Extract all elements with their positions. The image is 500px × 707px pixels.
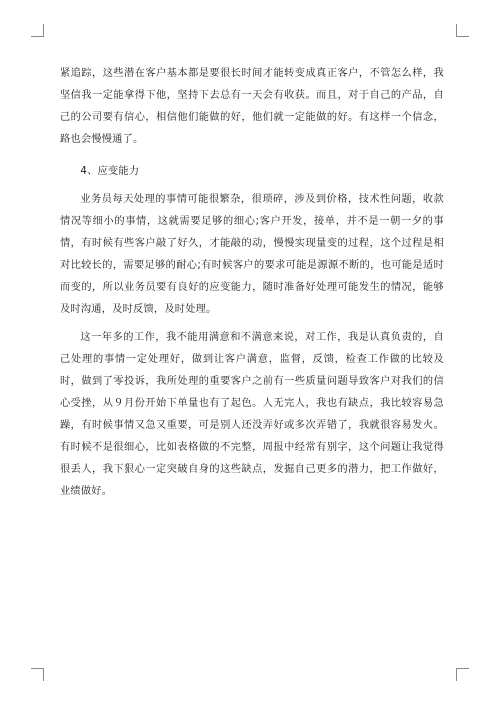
crop-mark-top-right [456, 24, 469, 37]
section-heading-adaptability: 4、应变能力 [80, 166, 140, 177]
crop-mark-bottom-right [456, 668, 469, 681]
paragraph-continuation: 紧追踪，这些潜在客户基本都是要很长时间才能转变成真正客户，不管怎么样，我坚信我一定能拿得下他，坚持下去总有一天会有收获。而且，对于自己的产品，自己的公司要有信心，相信他们能做的好，他们就一定能做的好。有这样一个信念，路也会慢慢通了。 [60, 68, 444, 145]
paragraph-adaptability: 业务员每天处理的事情可能很繁杂，很琐碎，涉及到价格，技术性问题，收款情况等细小的事情，这就需要足够的细心;客户开发，接单，并不是一朝一夕的事情，有时候有些客户敲了好久，才能敲的动，慢慢实现量变的过程，这个过程是相对比较长的，需要足够的耐心;有时候客户的要求可能是源源不断的，也可能是适时而变的，所以业务员要有良好的应变能力，随时准备好处理可能发生的情况，能够及时沟通，及时反馈，及时处理。 [60, 194, 444, 315]
crop-mark-bottom-left [31, 668, 44, 681]
paragraph-gap [60, 151, 444, 157]
crop-mark-top-left [31, 24, 44, 37]
paragraph-self-review: 这一年多的工作，我不能用满意和不满意来说，对工作，我是认真负责的，自己处理的事情一定处理好，做到让客户满意，监督，反馈，检查工作做的比较及时，做到了零投诉，我所处理的重要客户之前有一些质量问题导致客户对我们的信心受挫，从９月份开始下单量也有了起色。人无完人，我也有缺点，我比较容易急躁，有时候事情又急又重要，可是别人还没弄好或多次弄错了，我就很容易发火。有时候不是很细心，比如表格做的不完整，周报中经常有别字，这个问题让我觉得很丢人，我下狠心一定突破自身的这些缺点，发掘自己更多的潜力，把工作做好，业绩做好。 [60, 332, 444, 497]
document-body [60, 63, 444, 503]
